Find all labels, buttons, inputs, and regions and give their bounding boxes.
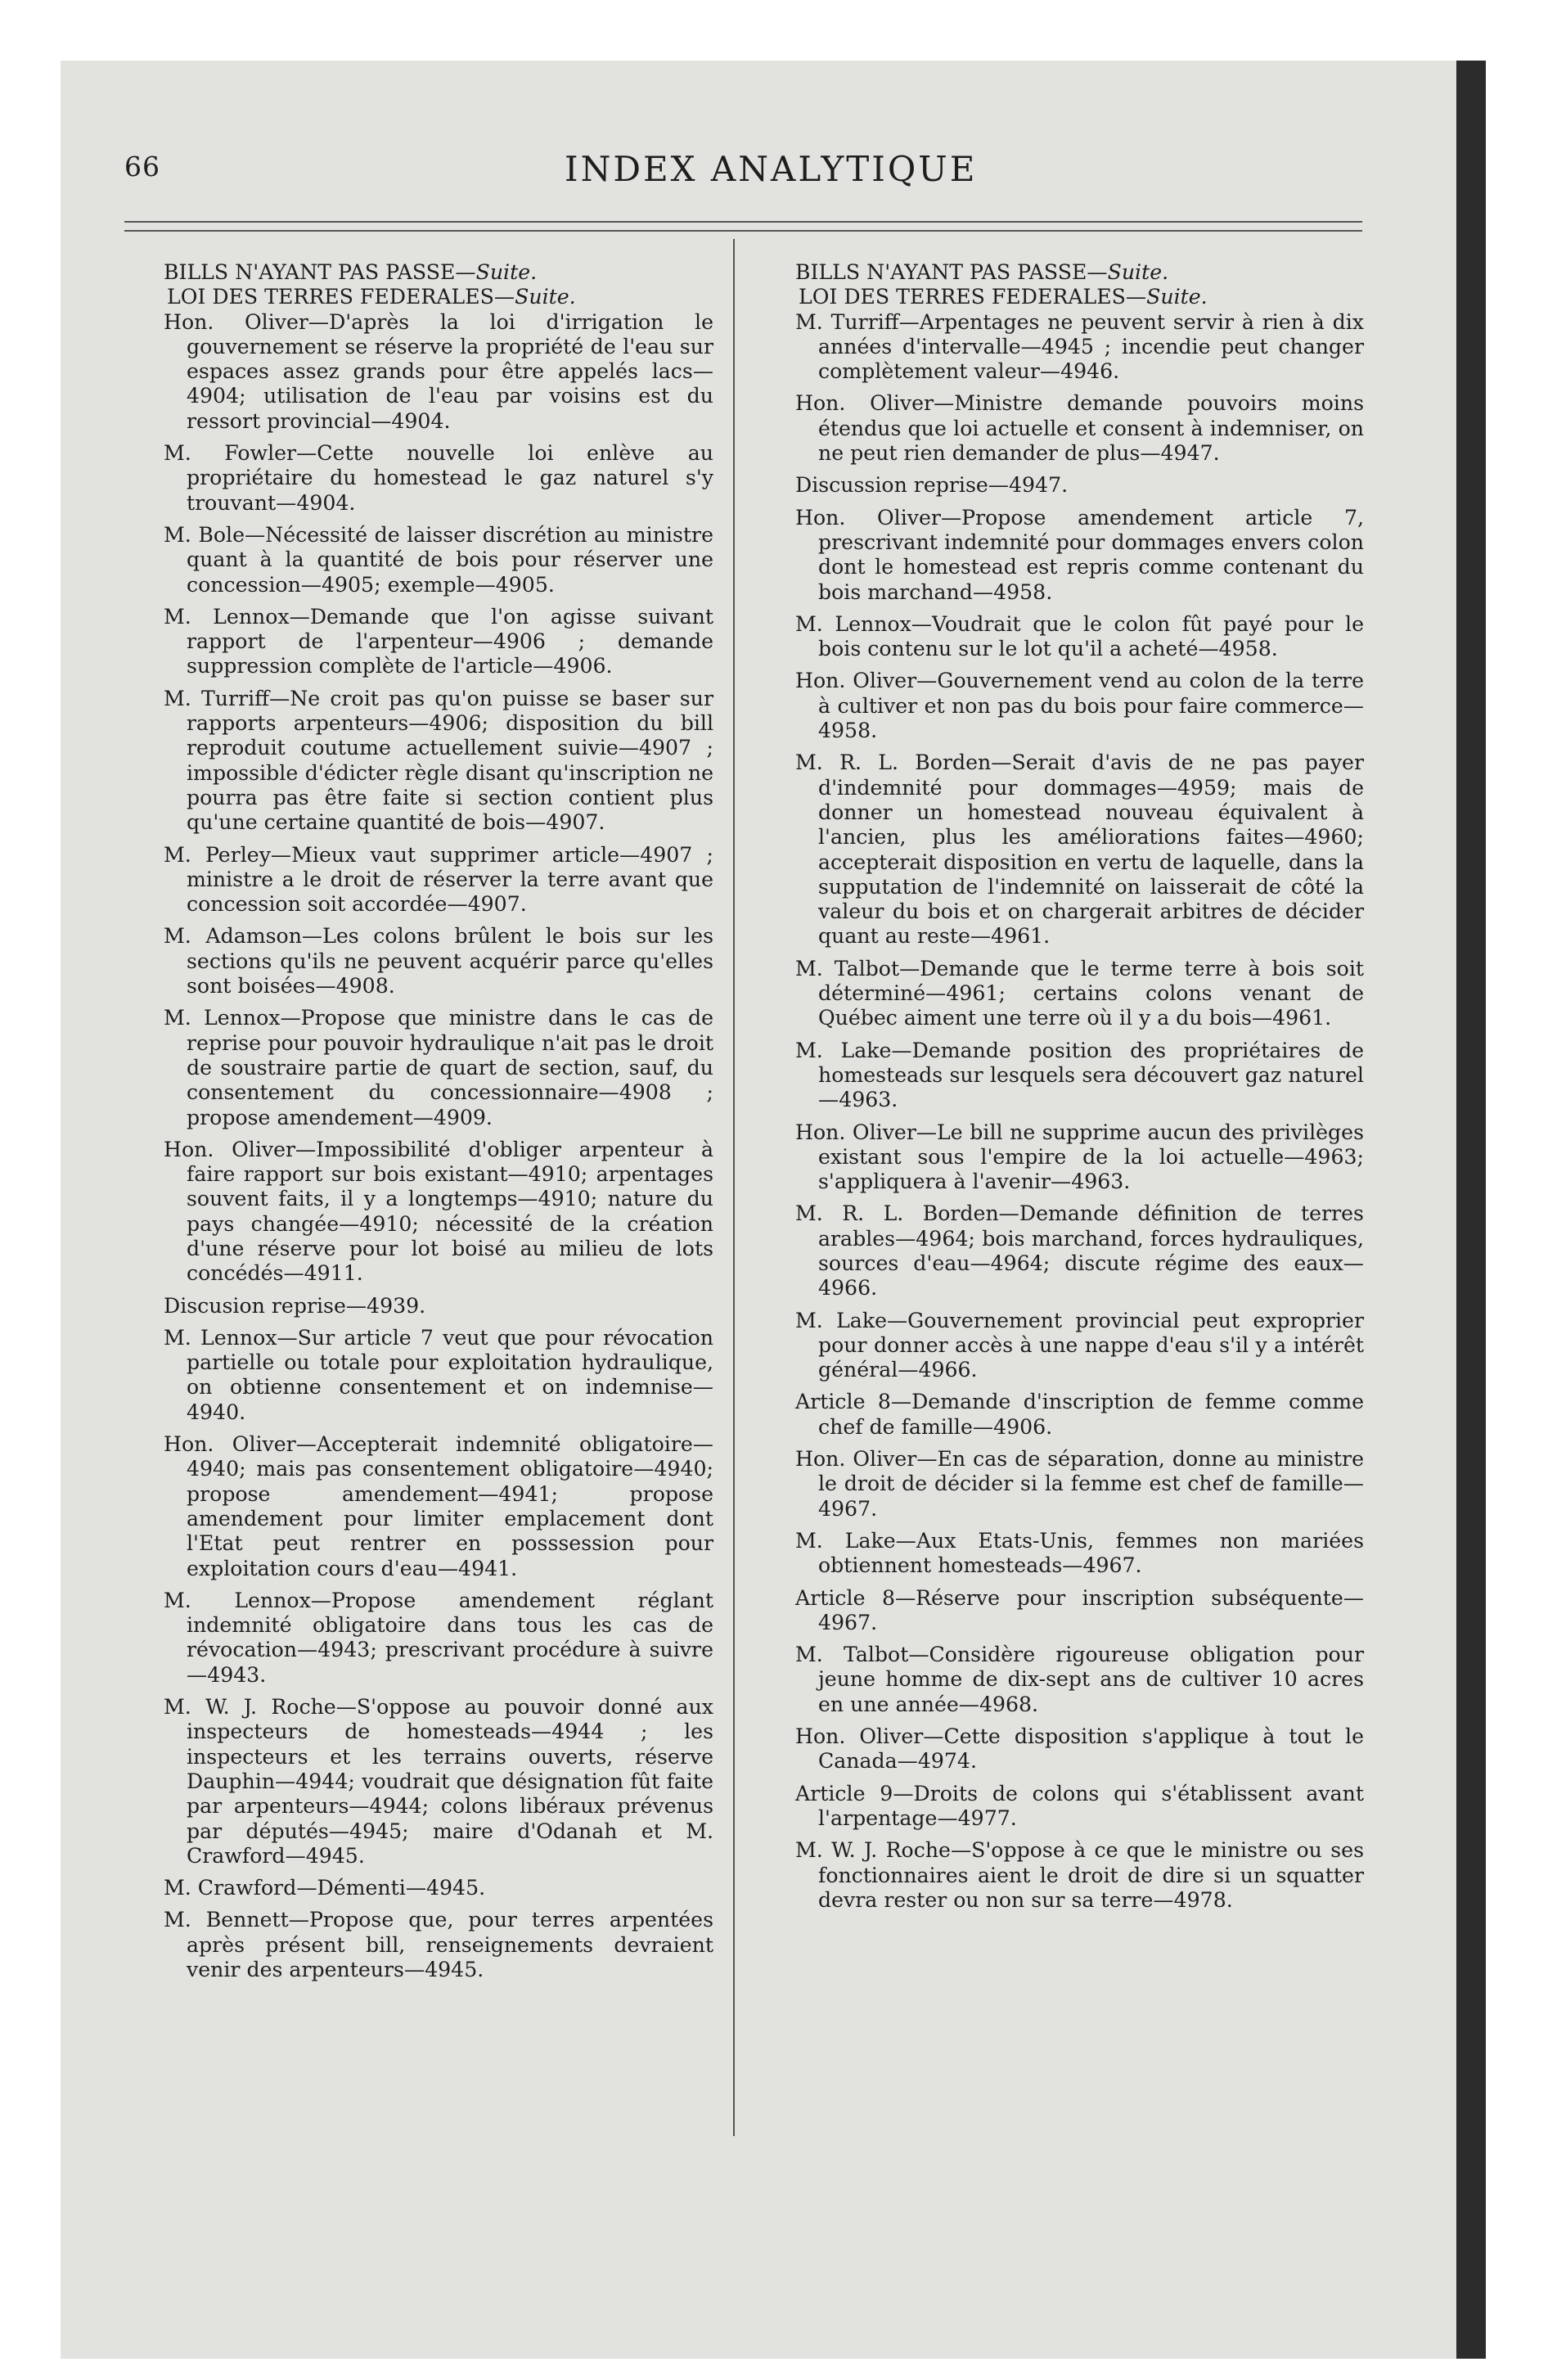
- page-edge-shadow: [1456, 61, 1486, 2359]
- index-entry: M. Lennox—Sur article 7 veut que pour révocation partielle ou totale pour exploitation hydraulique, on obtienne consentement et on indemnise—4940.: [164, 1325, 713, 1424]
- index-entry: M. Lake—Demande position des propriétaires de homesteads sur lesquels sera découvert gaz naturel—4963.: [795, 1038, 1364, 1112]
- index-entry: M. Lennox—Propose amendement réglant indemnité obligatoire dans tous les cas de révocation—4943; prescrivant procédure à suivre—4943.: [164, 1588, 713, 1687]
- index-entry: Hon. Oliver—Cette disposition s'applique à tout le Canada—4974.: [795, 1724, 1364, 1774]
- index-entry: M. W. J. Roche—S'oppose à ce que le ministre ou ses fonctionnaires aient le droit de dire si un squatter devra rester ou non sur sa terre—4978.: [795, 1838, 1364, 1912]
- index-entry: M. Turriff—Ne croit pas qu'on puisse se baser sur rapports arpenteurs—4906; disposition du bill reproduit coutume actuellement suivie—4907 ; impossible d'édicter règle disant qu'inscription ne pourra pas être faite si section contient plus qu'une certaine quantité de bois—4907.: [164, 686, 713, 835]
- right-column: [795, 260, 1364, 1920]
- index-entry: Hon. Oliver—Ministre demande pouvoirs moins étendus que loi actuelle et consent à indemniser, on ne peut rien demander de plus—4947.: [795, 391, 1364, 466]
- index-entry: M. Lennox—Demande que l'on agisse suivant rapport de l'arpenteur—4906 ; demande suppression complète de l'article—4906.: [164, 604, 713, 678]
- index-entry: M. R. L. Borden—Demande définition de terres arables—4964; bois marchand, forces hydrauliques, sources d'eau—4964; discute régime des eaux—4966.: [795, 1201, 1364, 1300]
- index-entry: M. Perley—Mieux vaut supprimer article—4907 ; ministre a le droit de réserver la terre avant que concession soit accordée—4907.: [164, 842, 713, 917]
- subsection-heading: LOI DES TERRES FEDERALES—Suite.: [167, 285, 576, 309]
- subsection-heading: LOI DES TERRES FEDERALES—Suite.: [799, 285, 1208, 309]
- index-entry: Article 8—Réserve pour inscription subséquente—4967.: [795, 1585, 1364, 1634]
- index-entry: Hon. Oliver—Gouvernement vend au colon de la terre à cultiver et non pas du bois pour faire commerce—4958.: [795, 669, 1364, 743]
- index-entry: Discusion reprise—4939.: [164, 1293, 426, 1318]
- index-entry: Article 8—Demande d'inscription de femme comme chef de famille—4906.: [795, 1390, 1364, 1439]
- index-entry: Article 9—Droits de colons qui s'établissent avant l'arpentage—4977.: [795, 1781, 1364, 1830]
- running-title: INDEX ANALYTIQUE: [565, 149, 978, 189]
- index-entry: M. Lake—Aux Etats-Unis, femmes non mariées obtiennent homesteads—4967.: [795, 1528, 1364, 1578]
- header-rule-top: [124, 221, 1362, 223]
- index-entry: M. Turriff—Arpentages ne peuvent servir à rien à dix années d'intervalle—4945 ; incendie peut changer complètement valeur—4946.: [795, 309, 1364, 384]
- index-entry: M. Bennett—Propose que, pour terres arpentées après présent bill, renseignements devraient venir des arpenteurs—4945.: [164, 1908, 713, 1981]
- index-entry: M. Crawford—Démenti—4945.: [164, 1876, 486, 1900]
- index-entry: M. Bole—Nécessité de laisser discrétion au ministre quant à la quantité de bois pour réserver une concession—4905; exemple—4905.: [164, 522, 713, 597]
- section-heading: BILLS N'AYANT PAS PASSE—Suite.: [795, 260, 1169, 284]
- index-entry: M. W. J. Roche—S'oppose au pouvoir donné aux inspecteurs de homesteads—4944 ; les inspecteurs et les terrains ouverts, réserve Dauphin—4944; voudrait que désignation fût faite par arpenteurs—4944; colons libéraux prévenus par députés—4945; maire d'Odanah et M. Crawford—4945.: [164, 1695, 713, 1868]
- index-entry: Hon. Oliver—Impossibilité d'obliger arpenteur à faire rapport sur bois existant—4910; arpentages souvent faits, il y a longtemps—4910; nature du pays changée—4910; nécessité de la création d'une réserve pour lot boisé au milieu de lots concédés—4911.: [164, 1137, 713, 1286]
- index-entry: M. Talbot—Considère rigoureuse obligation pour jeune homme de dix-sept ans de cultiver 10 acres en une année—4968.: [795, 1643, 1364, 1716]
- index-entry: M. Lennox—Voudrait que le colon fût payé pour le bois contenu sur le lot qu'il a acheté—4958.: [795, 611, 1364, 661]
- index-entry: Hon. Oliver—Le bill ne supprime aucun des privilèges existant sous l'empire de la loi actuelle—4963; s'appliquera à l'avenir—4963.: [795, 1120, 1364, 1194]
- index-entry: Hon. Oliver—En cas de séparation, donne au ministre le droit de décider si la femme est chef de famille—4967.: [795, 1447, 1364, 1521]
- index-entry: M. Fowler—Cette nouvelle loi enlève au propriétaire du homestead le gaz naturel s'y trouvant—4904.: [164, 441, 713, 515]
- index-entry: Hon. Oliver—D'après la loi d'irrigation le gouvernement se réserve la propriété de l'eau sur espaces assez grands pour être appelés lacs—4904; utilisation de l'eau par voisins est du ressort provincial—4904.: [164, 309, 713, 433]
- index-entry: M. Adamson—Les colons brûlent le bois sur les sections qu'ils ne peuvent acquérir parce qu'elles sont boisées—4908.: [164, 924, 713, 998]
- page-number: 66: [124, 151, 160, 183]
- index-entry: M. R. L. Borden—Serait d'avis de ne pas payer d'indemnité pour dommages—4959; mais de donner un homestead nouveau équivalent à l'ancien, plus les améliorations faites—4960; accepterait disposition en vertu de laquelle, dans la supputation de l'indemnité on laisserait de côté la valeur du bois et on chargerait arbitres de décider quant au reste—4961.: [795, 751, 1364, 949]
- left-column: [164, 260, 713, 1990]
- index-entry: M. Lennox—Propose que ministre dans le cas de reprise pour pouvoir hydraulique n'ait pas le droit de soustraire partie de quart de section, sauf, du consentement du concessionnaire—4908 ; propose amendement—4909.: [164, 1006, 713, 1129]
- column-divider: [733, 239, 735, 2136]
- index-entry: Discussion reprise—4947.: [795, 473, 1069, 498]
- index-entry: Hon. Oliver—Propose amendement article 7, prescrivant indemnité pour dommages envers colon dont le homestead est repris comme contenant du bois marchand—4958.: [795, 505, 1364, 604]
- index-entry: Hon. Oliver—Accepterait indemnité obligatoire—4940; mais pas consentement obligatoire—4940; propose amendement—4941; propose amendement pour limiter emplacement dont l'Etat peut rentrer en posssession pour exploitation cours d'eau—4941.: [164, 1432, 713, 1580]
- index-entry: M. Talbot—Demande que le terme terre à bois soit déterminé—4961; certains colons venant de Québec aiment une terre où il y a du bois—4961.: [795, 956, 1364, 1030]
- index-entry: M. Lake—Gouvernement provincial peut exproprier pour donner accès à une nappe d'eau s'il y a intérêt général—4966.: [795, 1308, 1364, 1382]
- header-rule-bottom: [124, 230, 1362, 232]
- section-heading: BILLS N'AYANT PAS PASSE—Suite.: [164, 260, 538, 284]
